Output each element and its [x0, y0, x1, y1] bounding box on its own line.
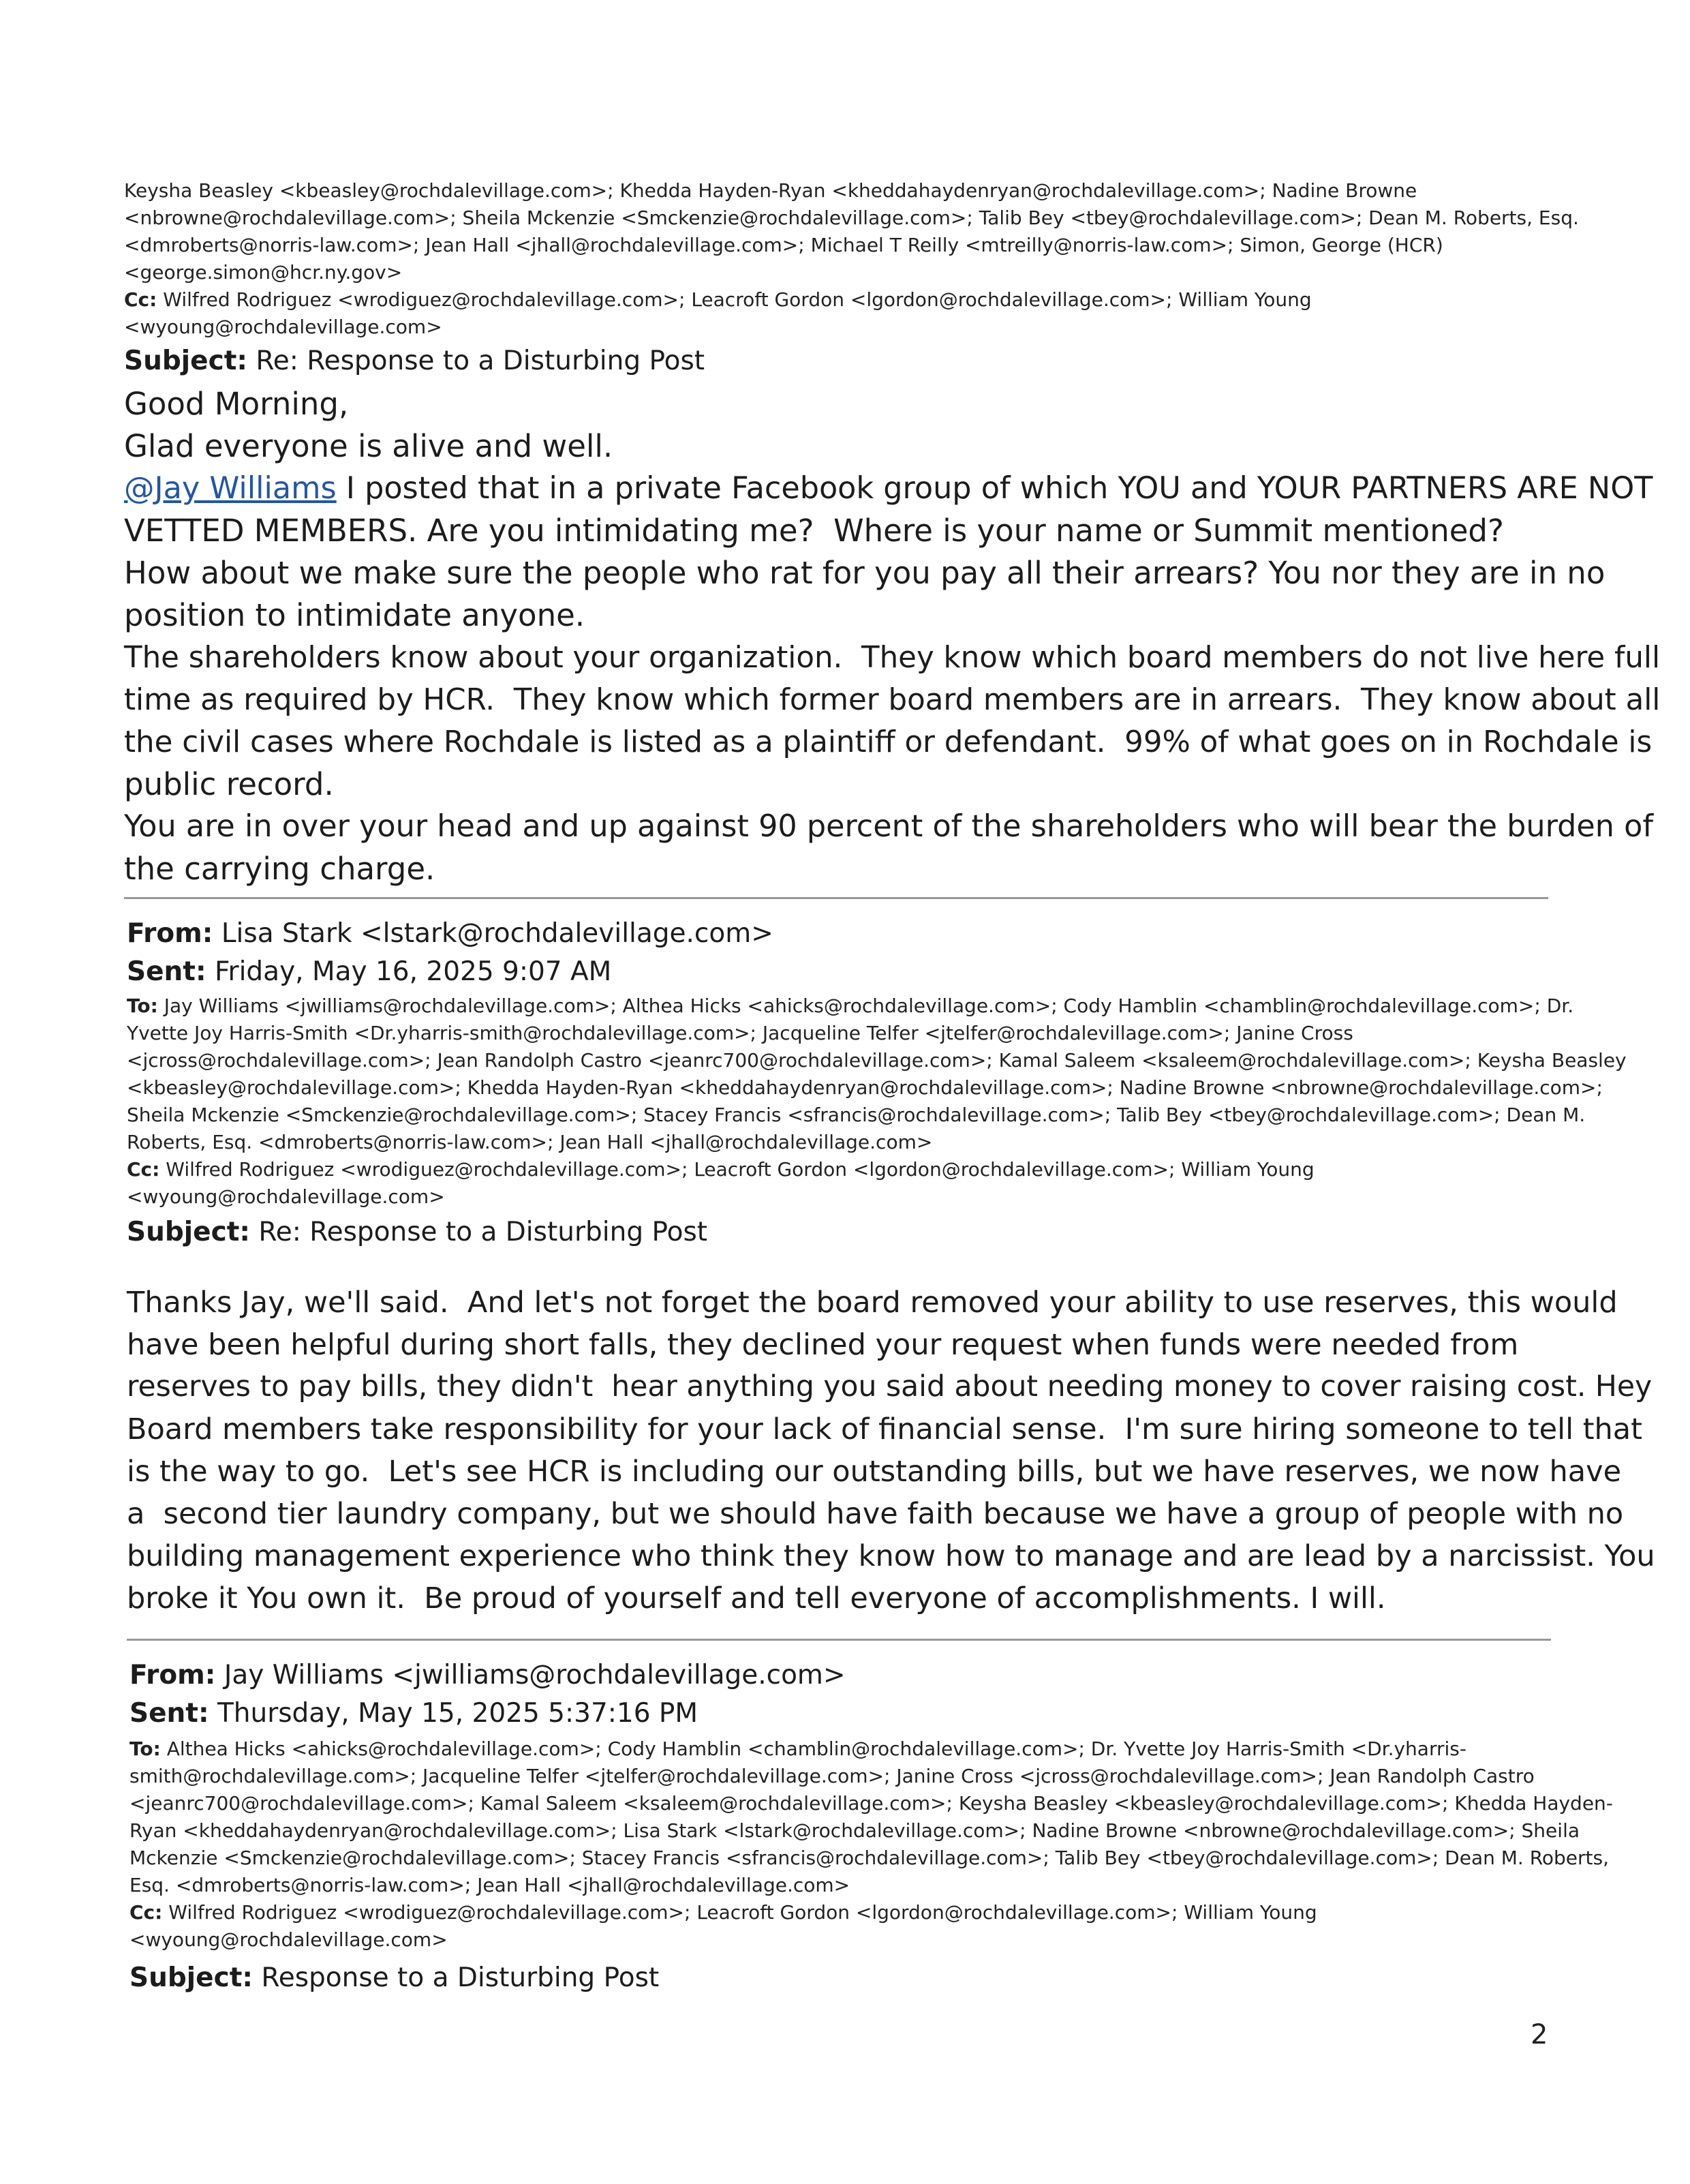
to-label: To: — [127, 995, 158, 1017]
body-line: position to intimidate anyone. — [124, 597, 585, 633]
cc-label: Cc: — [124, 288, 157, 311]
cc-value: Wilfred Rodriguez <wrodiguez@rochdalevillage.com>; Leacroft Gordon <lgordon@rochdalevillage.com>; William Young — [159, 1158, 1315, 1181]
sent-label: Sent: — [129, 1698, 209, 1729]
from-value: Lisa Stark <lstark@rochdalevillage.com> — [213, 918, 773, 949]
cc-line: <wyoung@rochdalevillage.com> — [124, 316, 442, 338]
to-value: Althea Hicks <ahicks@rochdalevillage.com>; Cody Hamblin <chamblin@rochdalevillage.com>; Dr. Yvette Joy Harris-Smith <Dr.yharris- — [160, 1738, 1466, 1760]
email2-to — [127, 992, 1574, 1020]
email2-subject — [127, 1213, 1558, 1252]
body-line: have been helpful during short falls, they declined your request when funds were needed from — [127, 1328, 1519, 1362]
body-line: the carrying charge. — [124, 851, 435, 887]
email3-sent — [129, 1695, 1561, 1733]
recipients-line: <dmroberts@norris-law.com>; Jean Hall <jhall@rochdalevillage.com>; Michael T Reilly <mtreilly@norris-law.com>; Simon, George (HCR) — [124, 234, 1443, 256]
email1-cc — [124, 286, 1555, 314]
recipients-line: <george.simon@hcr.ny.gov> — [124, 261, 403, 284]
subject-label: Subject: — [129, 1962, 253, 1993]
email2-header — [127, 915, 1558, 991]
to-line: smith@rochdalevillage.com>; Jacqueline Telfer <jtelfer@rochdalevillage.com>; Janine Cross <jcross@rochdalevillage.com>; Jean Randolph Castro — [129, 1765, 1535, 1787]
body-line: Glad everyone is alive and well. — [124, 428, 613, 464]
to-line: Ryan <kheddahaydenryan@rochdalevillage.com>; Lisa Stark <lstark@rochdalevillage.com>; Nadine Browne <nbrowne@rochdalevillage.com>; Sheila — [129, 1819, 1580, 1842]
email2-sent — [127, 953, 1558, 991]
body-line: VETTED MEMBERS. Are you intimidating me? Where is your name or Summit mentioned? — [124, 513, 1504, 549]
body-line: the civil cases where Rochdale is listed as a plaintiff or defendant. 99% of what goes on in Rochdale is — [124, 725, 1653, 759]
subject-value: Re: Response to a Disturbing Post — [249, 1217, 708, 1247]
body-line: Thanks Jay, we'll said. And let's not forget the board removed your ability to use reserves, this would — [127, 1286, 1618, 1320]
email2-cc — [127, 1156, 1558, 1183]
cc-value: Wilfred Rodriguez <wrodiguez@rochdalevillage.com>; Leacroft Gordon <lgordon@rochdalevillage.com>; William Young — [157, 288, 1312, 311]
cc-label: Cc: — [129, 1901, 163, 1924]
from-value: Jay Williams <jwilliams@rochdalevillage.com> — [215, 1660, 846, 1690]
to-value: Jay Williams <jwilliams@rochdalevillage.com>; Althea Hicks <ahicks@rochdalevillage.com>; Cody Hamblin <chamblin@rochdalevillage.com>; Dr. — [157, 995, 1574, 1017]
sent-label: Sent: — [127, 956, 206, 987]
email3-from — [129, 1656, 1561, 1695]
email2-body — [127, 1281, 1655, 1620]
email1-body — [124, 383, 1661, 890]
cc-label: Cc: — [127, 1158, 160, 1181]
recipients-line: <nbrowne@rochdalevillage.com>; Sheila Mckenzie <Smckenzie@rochdalevillage.com>; Talib Bey <tbey@rochdalevillage.com>; Dean M. Roberts, Esq. — [124, 207, 1579, 229]
to-line: <jeanrc700@rochdalevillage.com>; Kamal Saleem <ksaleem@rochdalevillage.com>; Keysha Beasley <kbeasley@rochdalevillage.com>; Khedda Hayden- — [129, 1792, 1613, 1815]
body-line: a second tier laundry company, but we should have faith because we have a group of people with no — [127, 1497, 1624, 1531]
email3-to — [129, 1735, 1561, 1763]
to-line: <kbeasley@rochdalevillage.com>; Khedda Hayden-Ryan <kheddahaydenryan@rochdalevillage.com>; Nadine Browne <nbrowne@rochdalevillage.com>; — [127, 1076, 1603, 1099]
body-line: The shareholders know about your organization. They know which board members do not live here full — [124, 641, 1661, 675]
body-line: Good Morning, — [124, 386, 349, 422]
to-line: Roberts, Esq. <dmroberts@norris-law.com>; Jean Hall <jhall@rochdalevillage.com> — [127, 1131, 933, 1153]
body-line: reserves to pay bills, they didn't hear anything you said about needing money to cover raising cost. Hey — [127, 1370, 1653, 1404]
subject-value: Response to a Disturbing Post — [252, 1962, 660, 1993]
body-line: How about we make sure the people who rat for you pay all their arrears? You nor they are in no — [124, 555, 1605, 591]
body-line: broke it You own it. Be proud of yourself and tell everyone of accomplishments. I will. — [127, 1581, 1386, 1616]
cc-line: <wyoung@rochdalevillage.com> — [127, 1185, 445, 1208]
email3-subject — [129, 1959, 1561, 1997]
body-line: building management experience who think they know how to manage and are lead by a narcissist. You — [127, 1539, 1655, 1573]
subject-value: Re: Response to a Disturbing Post — [247, 346, 705, 376]
subject-label: Subject: — [124, 346, 247, 376]
separator-rule — [124, 897, 1548, 899]
sent-value: Friday, May 16, 2025 9:07 AM — [206, 956, 612, 987]
body-line: time as required by HCR. They know which former board members are in arrears. They know about all — [124, 683, 1661, 717]
body-line: is the way to go. Let's see HCR is including our outstanding bills, but we have reserves, we now have — [127, 1455, 1622, 1489]
body-line: Board members take responsibility for your lack of financial sense. I'm sure hiring someone to tell that — [127, 1412, 1643, 1446]
separator-rule — [127, 1639, 1551, 1641]
to-line: <jcross@rochdalevillage.com>; Jean Randolph Castro <jeanrc700@rochdalevillage.com>; Kamal Saleem <ksaleem@rochdalevillage.com>; Keysha Beasley — [127, 1049, 1627, 1072]
email2-recipients — [127, 992, 1627, 1211]
email3-cc — [129, 1899, 1561, 1926]
recipients-line: Keysha Beasley <kbeasley@rochdalevillage.com>; Khedda Hayden-Ryan <kheddahaydenryan@rochdalevillage.com>; Nadine Browne — [124, 179, 1417, 202]
to-line: Sheila Mckenzie <Smckenzie@rochdalevillage.com>; Stacey Francis <sfrancis@rochdalevillage.com>; Talib Bey <tbey@rochdalevillage.com>; Dean M. — [127, 1104, 1586, 1126]
page-number: 2 — [1531, 2019, 1548, 2050]
body-line: You are in over your head and up against 90 percent of the shareholders who will bear the burden of — [124, 809, 1653, 844]
to-line: Esq. <dmroberts@norris-law.com>; Jean Hall <jhall@rochdalevillage.com> — [129, 1874, 850, 1896]
to-label: To: — [129, 1738, 161, 1760]
body-line: I posted that in a private Facebook group of which YOU and YOUR PARTNERS ARE NOT — [336, 471, 1653, 506]
email3-recipients — [129, 1735, 1613, 1954]
mention-link[interactable]: @Jay Williams — [124, 471, 337, 506]
to-line: Yvette Joy Harris-Smith <Dr.yharris-smith@rochdalevillage.com>; Jacqueline Telfer <jtelfer@rochdalevillage.com>; Janine Cross — [127, 1022, 1353, 1044]
to-line: Mckenzie <Smckenzie@rochdalevillage.com>; Stacey Francis <sfrancis@rochdalevillage.com>; Talib Bey <tbey@rochdalevillage.com>; Dean M. Roberts, — [129, 1847, 1610, 1869]
from-label: From: — [129, 1660, 216, 1690]
email2-from — [127, 915, 1558, 953]
sent-value: Thursday, May 15, 2025 5:37:16 PM — [209, 1698, 698, 1729]
cc-value: Wilfred Rodriguez <wrodiguez@rochdalevillage.com>; Leacroft Gordon <lgordon@rochdalevillage.com>; William Young — [162, 1901, 1317, 1924]
subject-label: Subject: — [127, 1217, 250, 1247]
body-line: public record. — [124, 766, 334, 802]
email3-header — [129, 1656, 1561, 1733]
email1-subject — [124, 342, 1555, 380]
cc-line: <wyoung@rochdalevillage.com> — [129, 1928, 448, 1951]
email1-recipients — [124, 177, 1579, 341]
from-label: From: — [127, 918, 213, 949]
